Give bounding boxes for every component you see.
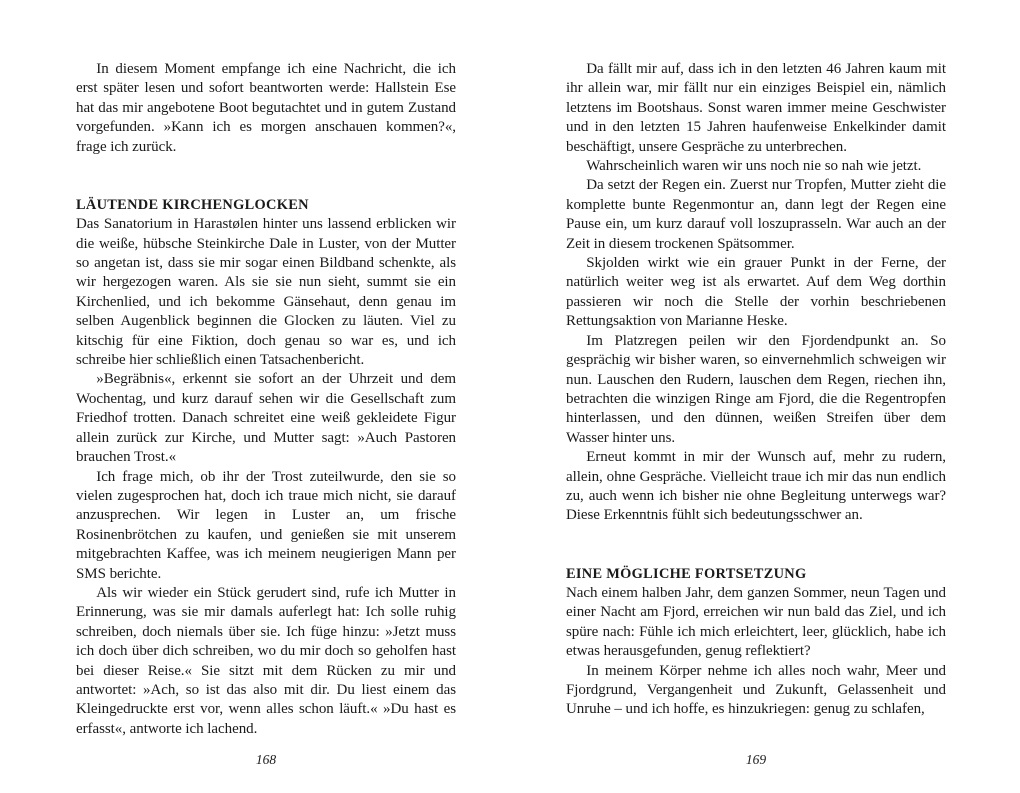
paragraph: In meinem Körper nehme ich alles noch wahr, Meer und Fjordgrund, Vergangenheit und Zukunft, Gelassenheit und Unruhe – und ich hoffe, es hinzukriegen: genug zu schlafen, xyxy=(566,662,946,718)
paragraph: Da setzt der Regen ein. Zuerst nur Tropfen, Mutter zieht die komplette bunte Regenmontur an, dann legt der Regen eine Pause ein, um kurz darauf voll loszuprasseln. War auch an der Zeit in diesem trockenen Spätsommer. xyxy=(566,177,946,252)
section-heading: LÄUTENDE KIRCHENGLOCKEN xyxy=(76,196,309,213)
section-heading: EINE MÖGLICHE FORTSETZUNG xyxy=(566,565,807,582)
paragraph: Als wir wieder ein Stück gerudert sind, rufe ich Mutter in Erinnerung, was sie mir damals auferlegt hat: Ich solle ruhig schreiben, doch niemals über sie. Ich füge hinzu: »Jetzt muss ich doch über dich schreiben, wo du mir doch so geholfen hast bei dieser Reise.« Sie sitzt mit dem Rücken zu mir und antwortet: »Ach, so ist das also mit dir. Du liest einem das Kleingedruckte erst vor, wenn alles schon läuft.« »Du hast es erfasst«, antworte ich lachend. xyxy=(76,584,456,737)
paragraph: »Begräbnis«, erkennt sie sofort an der Uhrzeit und dem Wochentag, und kurz darauf sehen wir die Gesellschaft zum Friedhof trotten. Danach schreitet eine weiß gekleidete Figur allein zurück zur Kirche, und Mutter sagt: »Auch Pastoren brauchen Trost.« xyxy=(76,371,456,466)
paragraph: Im Platzregen peilen wir den Fjordendpunkt an. So gesprächig wir bisher waren, so einvernehmlich schweigen wir nun. Lauschen den Rudern, lauschen dem Regen, riechen ihn, betrachten die winzigen Ringe am Fjord, die die Regentropfen hinterlassen, und den dünnen, weißen Streifen über dem Wasser hinter uns. xyxy=(566,332,946,446)
paragraph: Das Sanatorium in Harastølen hinter uns lassend erblicken wir die weiße, hübsche Steinkirche Dale in Luster, von der Mutter so angetan ist, dass sie mir sogar einen Bildband schenkte, als wir hergezogen waren. Als sie sie nun sieht, summt sie ein Kirchenlied, und ich bekomme Gänsehaut, denn genau im selben Augenblick beginnen die Glocken zu läuten. Viel zu kitschig für eine Fiktion, doch genau so war es, und ich schreibe hier schließlich einen Tatsachenbericht. xyxy=(76,216,456,369)
paragraph: Skjolden wirkt wie ein grauer Punkt in der Ferne, der natürlich weiter weg ist als erwartet. Auf dem Weg dorthin passieren wir noch die Stelle der vorhin beschriebenen Rettungsaktion von Marianne Heske. xyxy=(566,255,946,330)
section-gap xyxy=(566,526,946,565)
paragraph: In diesem Moment empfange ich eine Nachricht, die ich erst später lesen und sofort beantworten werde: Hallstein Ese hat das mir angebotene Boot begutachtet und in gutem Zustand vorgefunden. »Kann ich es morgen anschauen kommen?«, frage ich zurück. xyxy=(76,61,456,155)
left-page-text xyxy=(76,60,456,739)
paragraph: Erneut kommt in mir der Wunsch auf, mehr zu rudern, allein, ohne Gespräche. Vielleicht traue ich mir das nun endlich zu, auch wenn ich bisher nie ohne Begleitung unterwegs war? Diese Erkenntnis fühlt sich bedeutungsschwer an. xyxy=(566,449,946,524)
page-number: 169 xyxy=(745,752,767,767)
section-gap xyxy=(76,157,456,196)
paragraph: Wahrscheinlich waren wir uns noch nie so nah wie jetzt. xyxy=(586,158,922,175)
paragraph: Ich frage mich, ob ihr der Trost zuteilwurde, den sie so vielen zugesprochen hat, doch ich traue mich nicht, sie darauf anzusprechen. Wir legen in Luster an, um frische Rosinenbrötchen zu kaufen, und genießen sie mit unserem mitgebrachten Kaffee, was ich meinem neugierigen Mann per SMS berichte. xyxy=(76,468,456,582)
right-page xyxy=(566,60,946,780)
paragraph: Nach einem halben Jahr, dem ganzen Sommer, neun Tagen und einer Nacht am Fjord, erreichen wir nun bald das Ziel, und ich spüre nach: Fühle ich mich erleichtert, leer, glücklich, habe ich etwas herausgefunden, genug reflektiert? xyxy=(566,584,946,660)
page-number: 168 xyxy=(255,752,277,767)
right-page-text xyxy=(566,60,946,720)
paragraph: Da fällt mir auf, dass ich in den letzten 46 Jahren kaum mit ihr allein war, mir fällt nur ein einziges Beispiel ein, nämlich letztens im Bootshaus. Sonst waren immer meine Geschwister und in den letzten 15 Jahren haufenweise Enkelkinder damit beschäftigt, unsere Gespräche zu unterbrechen. xyxy=(566,61,946,155)
left-page xyxy=(76,60,456,780)
